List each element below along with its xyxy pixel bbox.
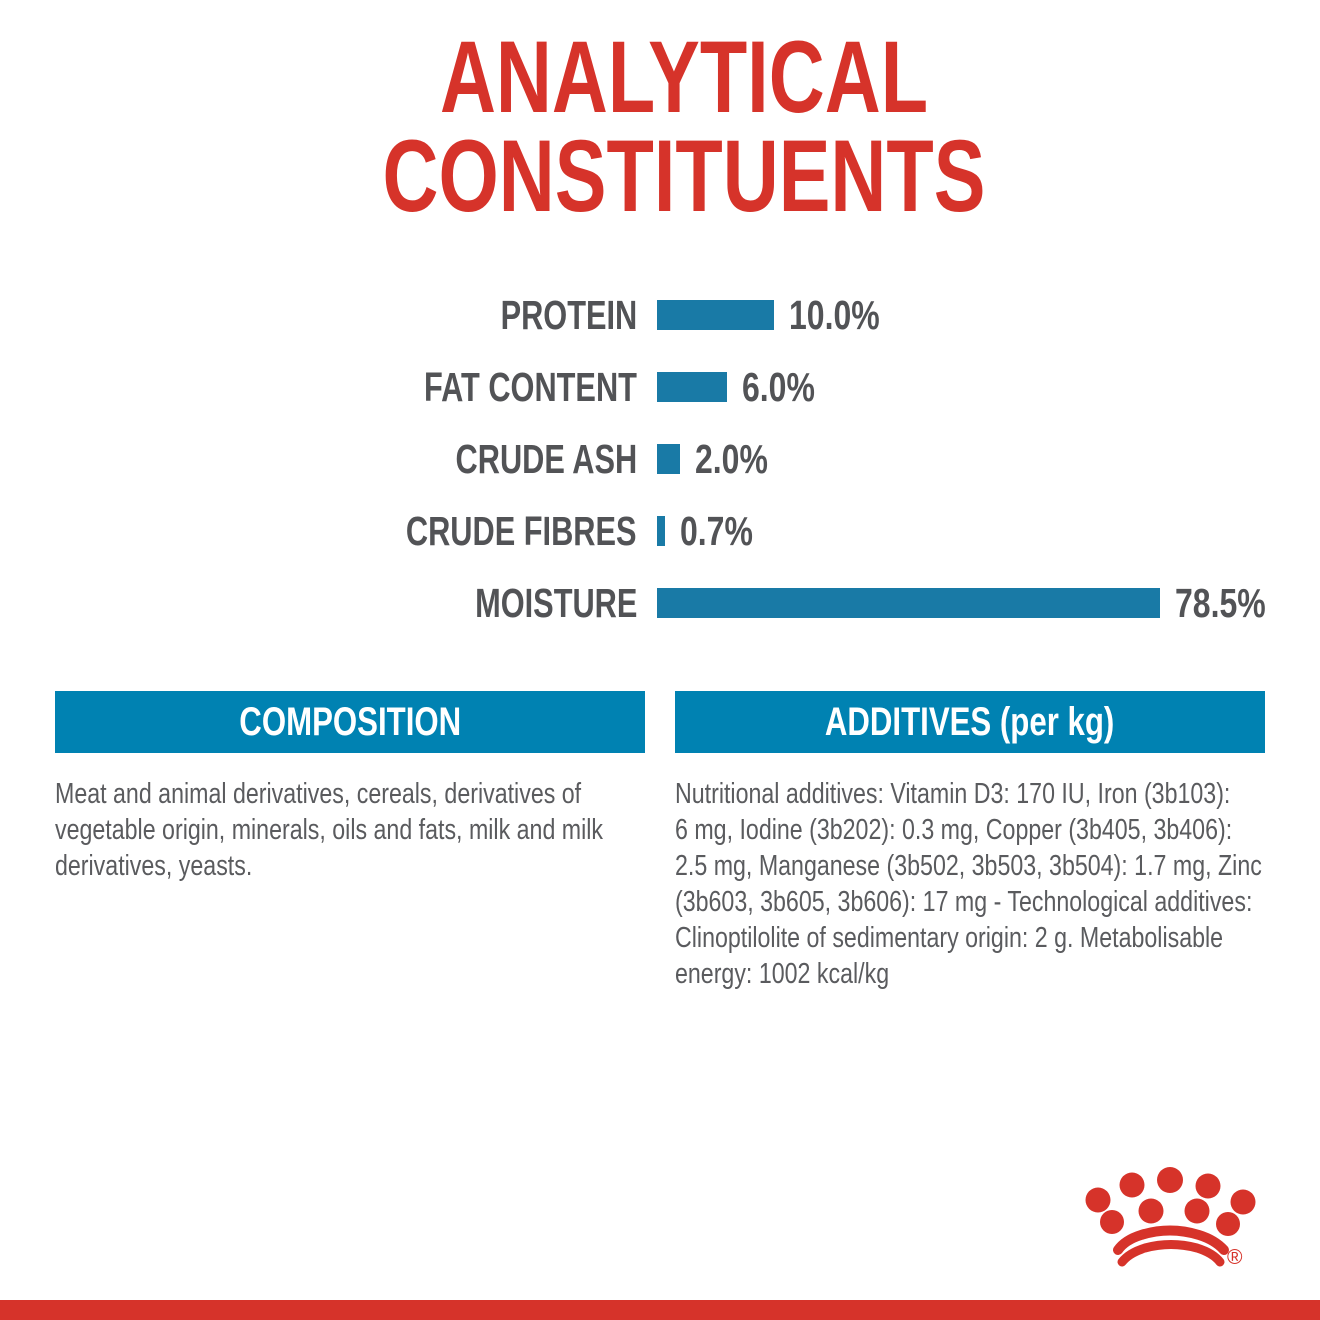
crown-dot bbox=[1231, 1190, 1256, 1215]
composition-text bbox=[55, 776, 645, 884]
bar-value bbox=[680, 508, 773, 555]
bar-value bbox=[789, 292, 905, 339]
additives-line: Nutritional additives: Vitamin D3: 170 IU, Iron (3b103): bbox=[675, 778, 1231, 810]
bar-value-text: 6.0% bbox=[742, 363, 815, 410]
bar-label bbox=[0, 292, 637, 339]
crown-dot bbox=[1185, 1199, 1210, 1224]
chart-row bbox=[0, 351, 1320, 423]
bar-value-text: 0.7% bbox=[680, 507, 753, 554]
bar bbox=[657, 516, 665, 546]
bar-value-text: 10.0% bbox=[789, 291, 880, 338]
additives-line: 6 mg, Iodine (3b202): 0.3 mg, Copper (3b405, 3b406): bbox=[675, 814, 1233, 846]
title-line-2: CONSTITUENTS bbox=[382, 119, 986, 233]
bar-label bbox=[0, 580, 637, 627]
additives-line: energy: 1002 kcal/kg bbox=[675, 958, 890, 990]
analytical-constituents-chart bbox=[0, 279, 1320, 639]
crown-dot bbox=[1196, 1174, 1221, 1199]
bar-label-text: MOISTURE bbox=[474, 579, 637, 626]
bar-value bbox=[742, 364, 835, 411]
bar bbox=[657, 300, 774, 330]
crown-dot bbox=[1100, 1210, 1124, 1234]
bar-label bbox=[0, 436, 637, 483]
title-line-1: ANALYTICAL bbox=[439, 20, 929, 134]
bar bbox=[657, 588, 1160, 618]
bar-label-text: CRUDE FIBRES bbox=[406, 507, 637, 554]
composition-section bbox=[55, 691, 645, 884]
bar-value-text: 78.5% bbox=[1175, 579, 1266, 626]
bar bbox=[657, 372, 727, 402]
bar bbox=[657, 444, 680, 474]
additives-line: (3b603, 3b605, 3b606): 17 mg - Technological additives: bbox=[675, 886, 1253, 918]
bar-label-text: FAT CONTENT bbox=[424, 363, 637, 410]
bar-label bbox=[0, 364, 637, 411]
crown-dot bbox=[1139, 1199, 1164, 1224]
crown-dot bbox=[1086, 1188, 1111, 1213]
bar-value-text: 2.0% bbox=[695, 435, 768, 482]
chart-row bbox=[0, 567, 1320, 639]
chart-row bbox=[0, 423, 1320, 495]
additives-text bbox=[675, 776, 1265, 992]
royal-canin-crown-logo bbox=[1085, 1164, 1265, 1274]
chart-row bbox=[0, 495, 1320, 567]
bar-label bbox=[0, 508, 637, 555]
bottom-red-band bbox=[0, 1300, 1320, 1320]
bar-value bbox=[695, 436, 788, 483]
additives-line: Clinoptilolite of sedimentary origin: 2 g. Metabolisable bbox=[675, 922, 1224, 954]
additives-header-label: ADDITIVES (per kg) bbox=[825, 699, 1115, 744]
additives-section bbox=[675, 691, 1265, 992]
composition-line: derivatives, yeasts. bbox=[55, 850, 253, 882]
bar-label-text: CRUDE ASH bbox=[455, 435, 637, 482]
bar-value bbox=[1175, 580, 1291, 627]
additives-header bbox=[675, 691, 1265, 753]
composition-line: Meat and animal derivatives, cereals, derivatives of bbox=[55, 778, 582, 810]
crown-dot bbox=[1216, 1212, 1240, 1236]
chart-row bbox=[0, 279, 1320, 351]
composition-header bbox=[55, 691, 645, 753]
bar-label-text: PROTEIN bbox=[500, 291, 637, 338]
crown-arc-lower bbox=[1122, 1245, 1220, 1263]
composition-header-label: COMPOSITION bbox=[239, 699, 461, 744]
composition-line: vegetable origin, minerals, oils and fats, milk and milk bbox=[55, 814, 604, 846]
registered-trademark-icon: ® bbox=[1227, 1246, 1243, 1269]
crown-dot bbox=[1120, 1173, 1145, 1198]
crown-dot bbox=[1157, 1167, 1183, 1193]
additives-line: 2.5 mg, Manganese (3b502, 3b503, 3b504): 1.7 mg, Zinc bbox=[675, 850, 1262, 882]
page-title bbox=[24, 20, 1320, 233]
